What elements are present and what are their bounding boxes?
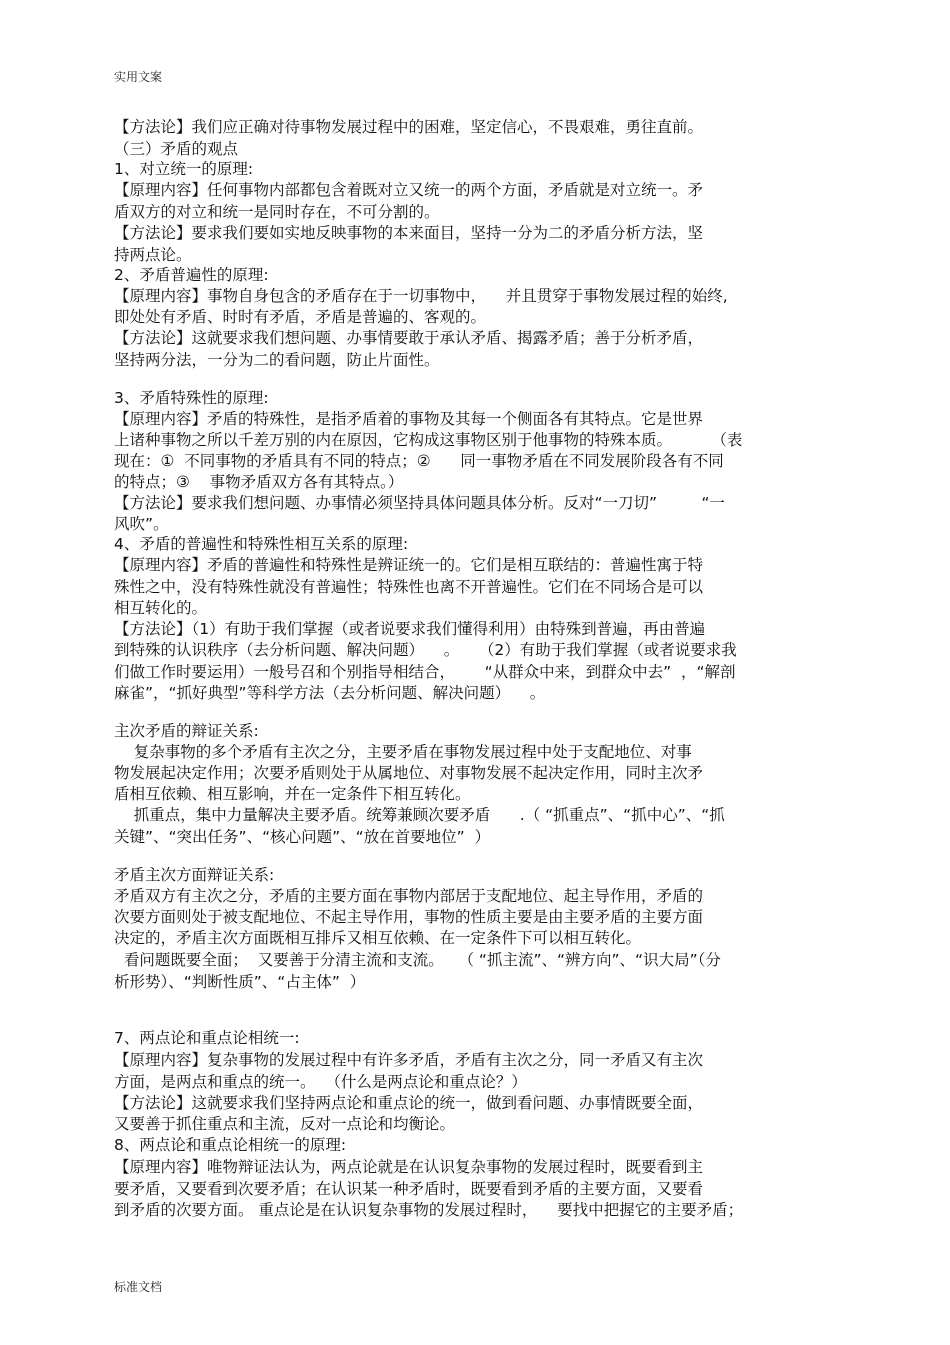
text-line: 4、矛盾的普遍性和特殊性相互关系的原理: <box>114 535 409 553</box>
text-line: 又要善于抓住重点和主流，反对一点论和均衡论。 <box>114 1115 456 1133</box>
text-line: 【方法论】要求我们想问题、办事情必须坚持具体问题具体分析。反对“一刀切” “一 <box>114 494 725 512</box>
text-line: 主次矛盾的辩证关系: <box>114 722 259 740</box>
text-line: 到矛盾的次要方面。 重点论是在认识复杂事物的发展过程时， 要找中把握它的主要矛盾； <box>114 1201 744 1219</box>
text-line: 【原理内容】唯物辩证法认为，两点论就是在认识复杂事物的发展过程时，既要看到主 <box>114 1158 704 1176</box>
text-line: 【方法论】要求我们要如实地反映事物的本来面目，坚持一分为二的矛盾分析方法，坚 <box>114 224 704 242</box>
text-line: 关键”、“突出任务”、“核心问题”、“放在首要地位” ） <box>114 828 491 846</box>
text-line: 抓重点，集中力量解决主要矛盾。统筹兼顾次要矛盾 .（ “抓重点”、“抓中心”、“抓 <box>114 806 725 824</box>
text-line: 3、矛盾特殊性的原理: <box>114 389 269 407</box>
text-line: 1、对立统一的原理: <box>114 160 254 178</box>
text-line: 相互转化的。 <box>114 599 208 617</box>
text-line: 即处处有矛盾、时时有矛盾，矛盾是普遍的、客观的。 <box>114 308 487 326</box>
text-line: 现在：① 不同事物的矛盾具有不同的特点；② 同一事物矛盾在不同发展阶段各有不同 <box>114 452 724 470</box>
text-line: 【方法论】这就要求我们坚持两点论和重点论的统一，做到看问题、办事情既要全面， <box>114 1094 704 1112</box>
text-line: 【原理内容】矛盾的普遍性和特殊性是辨证统一的。它们是相互联结的：普遍性寓于特 <box>114 556 704 574</box>
text-line: 看问题既要全面； 又要善于分清主流和支流。 （ “抓主流”、“辨方向”、“识大局”（分 <box>114 951 721 969</box>
text-line: 麻雀”，“抓好典型”等科学方法（去分析问题、解决问题） 。 <box>114 684 546 702</box>
text-line: 【方法论】（1）有助于我们掌握（或者说要求我们懂得利用）由特殊到普遍，再由普遍 <box>114 620 706 638</box>
text-line: 盾双方的对立和统一是同时存在，不可分割的。 <box>114 203 440 221</box>
page-header: 实用文案 <box>114 70 163 84</box>
text-line: 的特点；③ 事物矛盾双方各有其特点。） <box>114 473 404 491</box>
text-line: 7、两点论和重点论相统一: <box>114 1029 300 1047</box>
text-line: 矛盾双方有主次之分，矛盾的主要方面在事物内部居于支配地位、起主导作用，矛盾的 <box>114 887 704 905</box>
text-line: 持两点论。 <box>114 246 192 264</box>
text-line: 【原理内容】复杂事物的发展过程中有许多矛盾，矛盾有主次之分，同一矛盾又有主次 <box>114 1051 704 1069</box>
text-line: 要矛盾，又要看到次要矛盾；在认识某一种矛盾时，既要看到矛盾的主要方面，又要看 <box>114 1180 704 1198</box>
page-footer: 标准文档 <box>114 1280 163 1294</box>
text-line: 【原理内容】事物自身包含的矛盾存在于一切事物中， 并且贯穿于事物发展过程的始终, <box>114 287 728 305</box>
text-line: 决定的，矛盾主次方面既相互排斥又相互依赖、在一定条件下可以相互转化。 <box>114 929 642 947</box>
text-line: 次要方面则处于被支配地位、不起主导作用，事物的性质主要是由主要矛盾的主要方面 <box>114 908 704 926</box>
text-line: 坚持两分法，一分为二的看问题，防止片面性。 <box>114 351 440 369</box>
text-line: 复杂事物的多个矛盾有主次之分，主要矛盾在事物发展过程中处于支配地位、对事 <box>114 743 692 761</box>
text-line: 方面，是两点和重点的统一。 （什么是两点论和重点论？） <box>114 1073 527 1091</box>
text-line: 们做工作时要运用）一般号召和个别指导相结合， “从群众中来，到群众中去” ，“解剖 <box>114 663 736 681</box>
text-line: 2、矛盾普遍性的原理: <box>114 266 269 284</box>
text-line: 【原理内容】任何事物内部都包含着既对立又统一的两个方面，矛盾就是对立统一。矛 <box>114 181 704 199</box>
text-line: 到特殊的认识秩序（去分析问题、解决问题） 。 （2）有助于我们掌握（或者说要求我 <box>114 641 737 659</box>
text-line: （三）矛盾的观点 <box>114 140 239 158</box>
text-line: 8、两点论和重点论相统一的原理: <box>114 1136 347 1154</box>
text-line: 【方法论】这就要求我们想问题、办事情要敢于承认矛盾、揭露矛盾；善于分析矛盾， <box>114 329 704 347</box>
text-line: 盾相互依赖、相互影响，并在一定条件下相互转化。 <box>114 785 471 803</box>
text-line: 【原理内容】矛盾的特殊性，是指矛盾着的事物及其每一个侧面各有其特点。它是世界 <box>114 410 704 428</box>
text-line: 风吹”。 <box>114 515 169 533</box>
text-line: 上诸种事物之所以千差万别的内在原因，它构成这事物区别于他事物的特殊本质。 （表 <box>114 431 743 449</box>
text-line: 物发展起决定作用；次要矛盾则处于从属地位、对事物发展不起决定作用，同时主次矛 <box>114 764 704 782</box>
text-line: 矛盾主次方面辩证关系: <box>114 866 275 884</box>
text-line: 【方法论】我们应正确对待事物发展过程中的困难，坚定信心，不畏艰难，勇往直前。 <box>114 118 704 136</box>
text-line: 殊性之中，没有特殊性就没有普遍性；特殊性也离不开普遍性。它们在不同场合是可以 <box>114 578 704 596</box>
text-line: 析形势）、“判断性质”、“占主体” ） <box>114 973 366 991</box>
